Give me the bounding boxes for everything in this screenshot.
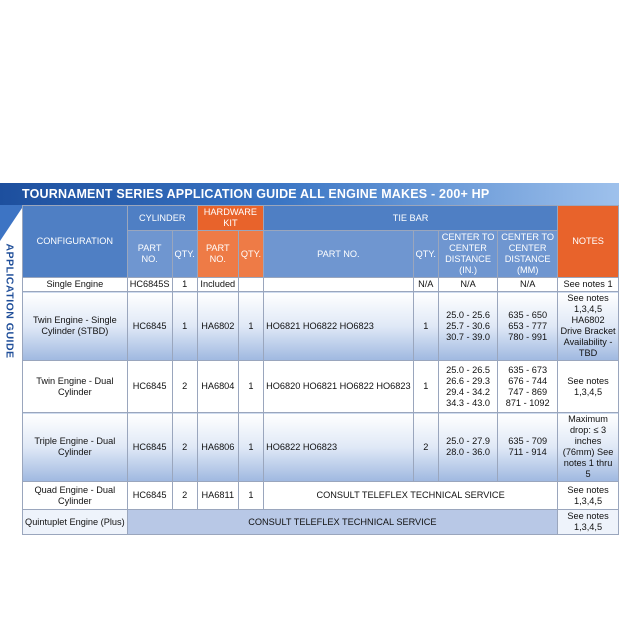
header-hw-part: PART NO.	[197, 231, 238, 278]
cell-dist-in: N/A	[438, 278, 497, 292]
table-row	[23, 278, 619, 292]
corner-triangle	[0, 205, 24, 241]
cell-tie-qty: 1	[413, 361, 438, 413]
table-row	[23, 413, 619, 482]
cell-dist-in: 25.0 - 25.6 25.7 - 30.6 30.7 - 39.0	[438, 292, 497, 361]
cell-tie-part	[264, 278, 414, 292]
cell-tie-part: HO6822 HO6823	[264, 413, 414, 482]
cell-hw-qty	[238, 278, 263, 292]
cell-hw-part: HA6811	[197, 482, 238, 510]
cell-cyl-qty: 1	[172, 278, 197, 292]
table-row	[23, 361, 619, 413]
cell-config: Twin Engine - Dual Cylinder	[23, 361, 128, 413]
header-configuration: CONFIGURATION	[23, 206, 128, 278]
cell-dist-in: 25.0 - 26.5 26.6 - 29.3 29.4 - 34.2 34.3 - 43.0	[438, 361, 497, 413]
cell-consult: CONSULT TELEFLEX TECHNICAL SERVICE	[127, 510, 557, 535]
table-row	[23, 510, 619, 535]
cell-config: Single Engine	[23, 278, 128, 292]
side-label-text: APPLICATION GUIDE	[4, 243, 16, 359]
cell-config: Quad Engine - Dual Cylinder	[23, 482, 128, 510]
cell-config: Twin Engine - Single Cylinder (STBD)	[23, 292, 128, 361]
header-cyl-qty: QTY.	[172, 231, 197, 278]
cell-tie-part: HO6821 HO6822 HO6823	[264, 292, 414, 361]
cell-notes: See notes 1	[558, 278, 619, 292]
cell-config: Triple Engine - Dual Cylinder	[23, 413, 128, 482]
cell-notes: See notes 1,3,4,5 HA6802 Drive Bracket Availability - TBD	[558, 292, 619, 361]
cell-tie-part: HO6820 HO6821 HO6822 HO6823	[264, 361, 414, 413]
title-bar	[0, 183, 619, 205]
cell-dist-mm: 635 - 650 653 - 777 780 - 991	[498, 292, 558, 361]
header-cyl-part: PART NO.	[127, 231, 172, 278]
cell-notes: See notes 1,3,4,5	[558, 510, 619, 535]
cell-dist-mm: 635 - 709 711 - 914	[498, 413, 558, 482]
header-center-mm: CENTER TO CENTER DISTANCE (MM)	[498, 231, 558, 278]
cell-cyl-qty: 2	[172, 361, 197, 413]
cell-hw-part: HA6802	[197, 292, 238, 361]
header-hardware-kit: HARDWARE KIT	[197, 206, 263, 231]
table-row	[23, 292, 619, 361]
cell-hw-qty: 1	[238, 292, 263, 361]
cell-cyl-part: HC6845	[127, 292, 172, 361]
cell-cyl-part: HC6845	[127, 413, 172, 482]
cell-consult: CONSULT TELEFLEX TECHNICAL SERVICE	[264, 482, 558, 510]
cell-cyl-qty: 2	[172, 482, 197, 510]
cell-notes: Maximum drop: ≤ 3 inches (76mm) See notes 1 thru 5	[558, 413, 619, 482]
header-tie-qty: QTY.	[413, 231, 438, 278]
cell-dist-in: 25.0 - 27.9 28.0 - 36.0	[438, 413, 497, 482]
cell-hw-qty: 1	[238, 482, 263, 510]
cell-tie-qty: 1	[413, 292, 438, 361]
cell-dist-mm: N/A	[498, 278, 558, 292]
cell-cyl-part: HC6845	[127, 482, 172, 510]
header-notes: NOTES	[558, 206, 619, 278]
cell-hw-part: HA6806	[197, 413, 238, 482]
side-label	[2, 236, 18, 366]
cell-hw-part: Included	[197, 278, 238, 292]
application-guide-table	[22, 205, 619, 535]
cell-notes: See notes 1,3,4,5	[558, 361, 619, 413]
header-cylinder: CYLINDER	[127, 206, 197, 231]
guide-title: TOURNAMENT SERIES APPLICATION GUIDE ALL ENGINE MAKES - 200+ HP	[22, 187, 490, 201]
cell-cyl-qty: 1	[172, 292, 197, 361]
header-tie-part: PART NO.	[264, 231, 414, 278]
cell-cyl-qty: 2	[172, 413, 197, 482]
cell-tie-qty: 2	[413, 413, 438, 482]
cell-dist-mm: 635 - 673 676 - 744 747 - 869 871 - 1092	[498, 361, 558, 413]
cell-notes: See notes 1,3,4,5	[558, 482, 619, 510]
cell-cyl-part: HC6845	[127, 361, 172, 413]
cell-config: Quintuplet Engine (Plus)	[23, 510, 128, 535]
cell-hw-qty: 1	[238, 413, 263, 482]
header-tie-bar: TIE BAR	[264, 206, 558, 231]
cell-tie-qty: N/A	[413, 278, 438, 292]
header-center-in: CENTER TO CENTER DISTANCE (IN.)	[438, 231, 497, 278]
header-row-1	[23, 206, 619, 231]
header-hw-qty: QTY.	[238, 231, 263, 278]
cell-cyl-part: HC6845S	[127, 278, 172, 292]
cell-hw-part: HA6804	[197, 361, 238, 413]
table-row	[23, 482, 619, 510]
cell-hw-qty: 1	[238, 361, 263, 413]
